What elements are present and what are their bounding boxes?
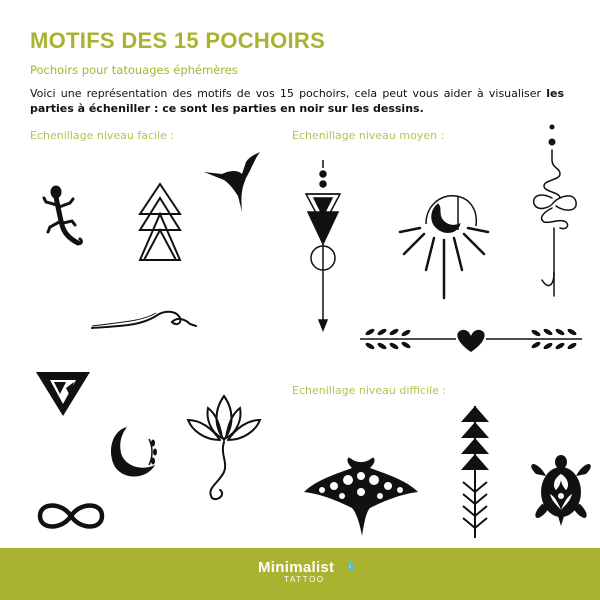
crescent-moon-icon	[105, 425, 159, 481]
tribal-arrow-icon	[455, 404, 495, 540]
lizard-icon	[40, 185, 84, 249]
intro-bold-text: les parties à écheniller : ce sont les parties en noir sur les dessins.	[30, 87, 564, 115]
intro-text: Voici une représentation des motifs de vos 15 pochoirs, cela peut vous aider à visualiser	[30, 87, 547, 100]
manta-ray-icon	[302, 454, 420, 538]
page-subtitle: Pochoirs pour tatouages éphémères	[30, 63, 238, 77]
drop-icon: 💧	[346, 561, 356, 570]
intro-paragraph	[30, 86, 564, 116]
triangle-arrow-icon	[302, 158, 344, 336]
triple-triangle-icon	[136, 182, 184, 264]
wave-icon	[90, 306, 198, 332]
brand-logo	[258, 559, 356, 584]
unalome-icon	[530, 122, 580, 298]
section-easy-label: Echenillage niveau facile :	[30, 129, 175, 142]
moon-sun-icon	[400, 190, 488, 300]
hummingbird-icon	[202, 150, 262, 214]
turtle-icon	[528, 454, 594, 528]
logo-sub-text: TATTOO	[284, 575, 325, 584]
heart-branches-icon	[358, 322, 584, 356]
geometric-triangle-icon	[36, 370, 90, 418]
page-title: MOTIFS DES 15 POCHOIRS	[30, 28, 326, 53]
infinity-icon	[36, 498, 106, 534]
lotus-icon	[184, 392, 264, 502]
logo-main-text: Minimalist	[258, 559, 335, 576]
section-medium-label: Echenillage niveau moyen :	[292, 129, 445, 142]
section-hard-label: Echenillage niveau difficile :	[292, 384, 447, 397]
